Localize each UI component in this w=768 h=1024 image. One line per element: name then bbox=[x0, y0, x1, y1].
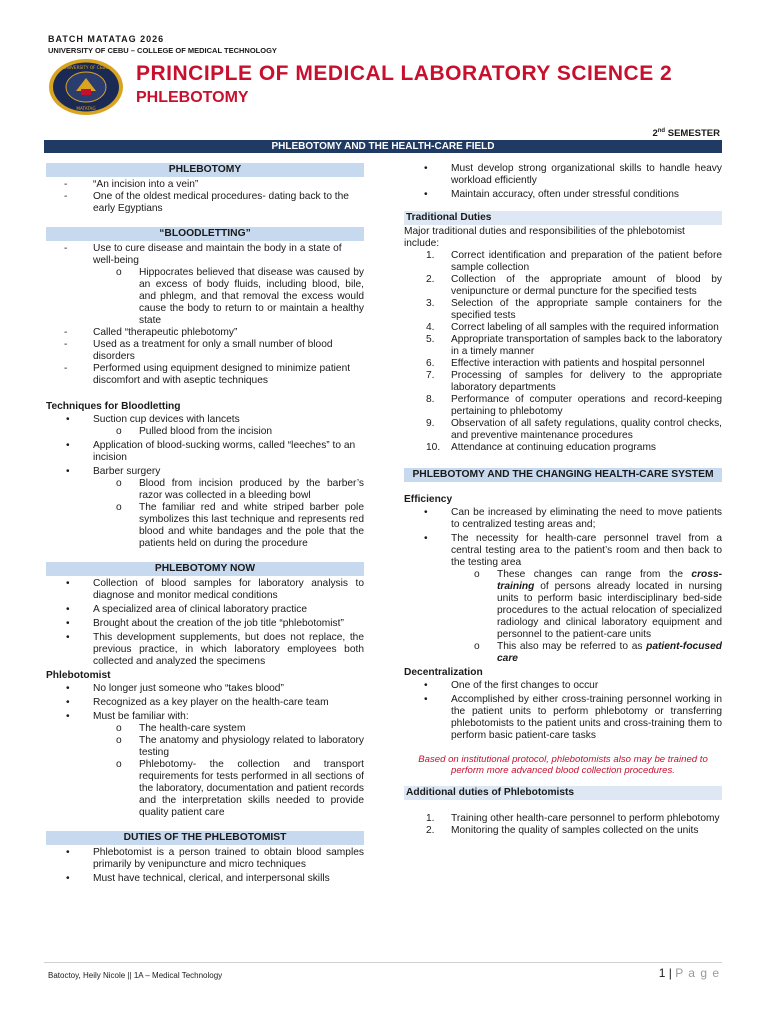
numbered-item bbox=[404, 813, 722, 825]
numbered-item bbox=[404, 394, 722, 418]
left-column bbox=[46, 163, 364, 887]
techniques-heading: Techniques for Bloodletting bbox=[46, 401, 181, 412]
phlebotomist-heading: Phlebotomist bbox=[46, 670, 111, 681]
efficiency-heading: Efficiency bbox=[404, 494, 453, 505]
sub-list bbox=[93, 478, 364, 550]
numbered-item bbox=[404, 358, 722, 370]
sub-list bbox=[451, 569, 722, 665]
page-number: 1 bbox=[658, 966, 666, 980]
duties-continued-list bbox=[404, 163, 722, 201]
sub-list-item: o Phlebotomy- the collection and transport requirements for tests performed in all sections of the laboratory, documentation and patient records and the interpretation skills needed to provide quality patient care bbox=[93, 759, 364, 819]
list-item: • Can be increased by eliminating the need to move patients to centralized testing areas and; bbox=[404, 507, 722, 531]
item-number: 2. bbox=[426, 825, 435, 836]
item-number: 1. bbox=[426, 250, 435, 261]
list-item: • Brought about the creation of the job title “phlebotomist” bbox=[46, 618, 364, 630]
list-item: • Must develop strong organizational skills to handle heavy workload efficiently bbox=[404, 163, 722, 187]
sub-list-item: o The health-care system bbox=[93, 723, 364, 735]
section-heading-phlebotomy: PHLEBOTOMY bbox=[46, 163, 364, 177]
numbered-item bbox=[404, 274, 722, 298]
item-text: Attendance at continuing education programs bbox=[451, 442, 657, 453]
bloodletting-list bbox=[46, 243, 364, 387]
list-item: • Maintain accuracy, often under stressful conditions bbox=[404, 189, 722, 201]
document-subtitle: PHLEBOTOMY bbox=[136, 89, 249, 106]
numbered-item bbox=[404, 825, 722, 837]
page-separator: | bbox=[665, 966, 676, 980]
main-section-banner: PHLEBOTOMY AND THE HEALTH-CARE FIELD bbox=[44, 140, 722, 153]
document-title: PRINCIPLE OF MEDICAL LABORATORY SCIENCE 2 bbox=[136, 62, 673, 85]
list-item: • No longer just someone who “takes blood” bbox=[46, 683, 364, 695]
list-item-text: The necessity for health-care personnel travel from a central testing area to the patient’s room and then back to the testing area bbox=[451, 533, 722, 568]
list-item: - Performed using equipment designed to minimize patient discomfort and with aseptic techniques bbox=[46, 363, 364, 387]
list-item: • Recognized as a key player on the health-care team bbox=[46, 697, 364, 709]
list-item: • One of the first changes to occur bbox=[404, 680, 722, 692]
semester-number: 2 bbox=[652, 128, 658, 140]
list-item-text: Must be familiar with: bbox=[93, 711, 189, 722]
list-item: - Called “therapeutic phlebotomy” bbox=[46, 327, 364, 339]
list-item bbox=[46, 711, 364, 819]
emphasis-cross-training: cross-training bbox=[497, 569, 722, 592]
sub-list-item: o The familiar red and white striped barber pole symbolizes this last technique and represents red blood and white bandages and the pole that the patients held on during the procedure bbox=[93, 502, 364, 550]
university-label: UNIVERSITY OF CEBU – COLLEGE OF MEDICAL TECHNOLOGY bbox=[48, 46, 277, 55]
list-item: • Application of blood-sucking worms, called “leeches” to an incision bbox=[46, 440, 364, 464]
semester-label bbox=[652, 128, 720, 139]
seal-text-bottom: MATATAG bbox=[76, 106, 96, 111]
decentralization-list bbox=[404, 680, 722, 742]
numbered-item bbox=[404, 322, 722, 334]
duties-list bbox=[46, 847, 364, 885]
numbered-item bbox=[404, 298, 722, 322]
item-text: Appropriate transportation of samples back to the laboratory in a timely manner bbox=[451, 334, 722, 357]
sub-list bbox=[93, 723, 364, 819]
additional-duties-list bbox=[404, 813, 722, 837]
item-text: Monitoring the quality of samples collected on the units bbox=[451, 825, 699, 836]
list-item: - Used as a treatment for only a small number of blood disorders bbox=[46, 339, 364, 363]
list-item bbox=[46, 414, 364, 438]
item-number: 6. bbox=[426, 358, 435, 369]
item-text: Correct labeling of all samples with the required information bbox=[451, 322, 719, 333]
list-item bbox=[46, 466, 364, 550]
list-item: • This development supplements, but does not replace, the previous practice, in which laboratory employees both collected and analyzed the specimens bbox=[46, 632, 364, 668]
numbered-item bbox=[404, 370, 722, 394]
efficiency-list bbox=[404, 507, 722, 665]
item-number: 8. bbox=[426, 394, 435, 405]
item-number: 3. bbox=[426, 298, 435, 309]
sub-list bbox=[46, 267, 364, 327]
sub-list-item: o The anatomy and physiology related to laboratory testing bbox=[93, 735, 364, 759]
sub-list-item: o Pulled blood from the incision bbox=[93, 426, 364, 438]
item-number: 5. bbox=[426, 334, 435, 345]
numbered-item bbox=[404, 418, 722, 442]
item-number: 1. bbox=[426, 813, 435, 824]
university-seal-logo bbox=[48, 58, 124, 116]
item-text: Effective interaction with patients and hospital personnel bbox=[451, 358, 705, 369]
item-text: Performance of computer operations and record-keeping pertaining to phlebotomy bbox=[451, 394, 722, 417]
item-number: 2. bbox=[426, 274, 435, 285]
section-heading-bloodletting: “BLOODLETTING” bbox=[46, 227, 364, 241]
sub-list-item: o Blood from incision produced by the barber’s razor was collected in a bleeding bowl bbox=[93, 478, 364, 502]
traditional-duties-list bbox=[404, 250, 722, 454]
additional-duties-heading: Additional duties of Phlebotomists bbox=[404, 786, 722, 800]
traditional-duties-heading: Traditional Duties bbox=[404, 211, 722, 225]
item-number: 10. bbox=[426, 442, 441, 453]
footer-divider bbox=[44, 962, 722, 963]
numbered-item bbox=[404, 250, 722, 274]
item-text: Selection of the appropriate sample containers for the specified tests bbox=[451, 298, 722, 321]
list-item: • Phlebotomist is a person trained to obtain blood samples primarily by venipuncture and micro techniques bbox=[46, 847, 364, 871]
list-item: - One of the oldest medical procedures- dating back to the early Egyptians bbox=[46, 191, 364, 215]
list-item: • Collection of blood samples for laboratory analysis to diagnose and monitor medical conditions bbox=[46, 578, 364, 602]
text-run: of persons already located in nursing units to perform basic interdisciplinary bed-side procedures to the actual relocation of specialized radiology and clinical laboratory equipment and personnel to the patient-care units bbox=[497, 581, 722, 640]
traditional-duties-intro: Major traditional duties and responsibilities of the phlebotomist include: bbox=[404, 226, 685, 249]
list-item bbox=[46, 243, 364, 327]
semester-suffix: nd bbox=[657, 128, 666, 134]
item-number: 9. bbox=[426, 418, 435, 429]
numbered-item bbox=[404, 442, 722, 454]
list-item: • A specialized area of clinical laboratory practice bbox=[46, 604, 364, 616]
footer-page-number bbox=[659, 966, 720, 980]
list-item bbox=[404, 533, 722, 665]
protocol-note: Based on institutional protocol, phlebotomists also may be trained to perform more advanced blood collection procedures. bbox=[418, 754, 708, 776]
phlebotomist-list bbox=[46, 683, 364, 819]
emphasis-patient-focused-care: patient-focused care bbox=[497, 641, 722, 664]
footer-author: Batoctoy, Heily Nicole || 1A – Medical Technology bbox=[48, 971, 223, 980]
right-column bbox=[404, 163, 722, 837]
sub-list-item bbox=[451, 641, 722, 665]
sub-list bbox=[93, 426, 364, 438]
section-heading-phlebotomy-now: PHLEBOTOMY NOW bbox=[46, 562, 364, 576]
item-text: Correct identification and preparation of the patient before sample collection bbox=[451, 250, 722, 273]
list-item: - “An incision into a vein” bbox=[46, 179, 364, 191]
phlebotomy-now-list bbox=[46, 578, 364, 668]
item-text: Observation of all safety regulations, quality control checks, and preventive maintenance procedures bbox=[451, 418, 722, 441]
item-text: Collection of the appropriate amount of blood by venipuncture or dermal puncture for the specified tests bbox=[451, 274, 722, 297]
item-text: Processing of samples for delivery to the appropriate laboratory departments bbox=[451, 370, 722, 393]
phlebotomy-list bbox=[46, 179, 364, 215]
seal-text-top: UNIVERSITY OF CEBU bbox=[63, 65, 109, 70]
section-heading-changing: PHLEBOTOMY AND THE CHANGING HEALTH-CARE SYSTEM bbox=[404, 468, 722, 482]
list-item-text: Use to cure disease and maintain the body in a state of well-being bbox=[93, 243, 342, 266]
text-run: This also may be referred to as bbox=[497, 641, 647, 652]
techniques-list bbox=[46, 414, 364, 550]
sub-list-item bbox=[451, 569, 722, 641]
list-item-text: Barber surgery bbox=[93, 466, 161, 477]
item-number: 7. bbox=[426, 370, 435, 381]
text-run: These changes can range from the bbox=[497, 569, 692, 580]
semester-text: SEMESTER bbox=[665, 128, 720, 140]
decentralization-heading: Decentralization bbox=[404, 667, 483, 678]
list-item: • Accomplished by either cross-training personnel working in the patient units to perform phlebotomy or transferring phlebotomists to the patient units and cross-training them to perform basic patient-care tasks bbox=[404, 694, 722, 742]
page-word: P a g e bbox=[675, 966, 720, 980]
list-item: • Must have technical, clerical, and interpersonal skills bbox=[46, 873, 364, 885]
batch-label: BATCH MATATAG 2026 bbox=[48, 34, 165, 44]
list-item-text: Suction cup devices with lancets bbox=[93, 414, 240, 425]
numbered-item bbox=[404, 334, 722, 358]
item-text: Training other health-care personnel to perform phlebotomy bbox=[451, 813, 720, 824]
item-number: 4. bbox=[426, 322, 435, 333]
spacer bbox=[404, 801, 722, 813]
section-heading-duties: DUTIES OF THE PHLEBOTOMIST bbox=[46, 831, 364, 845]
sub-list-item: o Hippocrates believed that disease was caused by an excess of body fluids, including blood, bile, and phlegm, and that removal the excess would cause the body to return to or maintain a healthy state bbox=[46, 267, 364, 327]
